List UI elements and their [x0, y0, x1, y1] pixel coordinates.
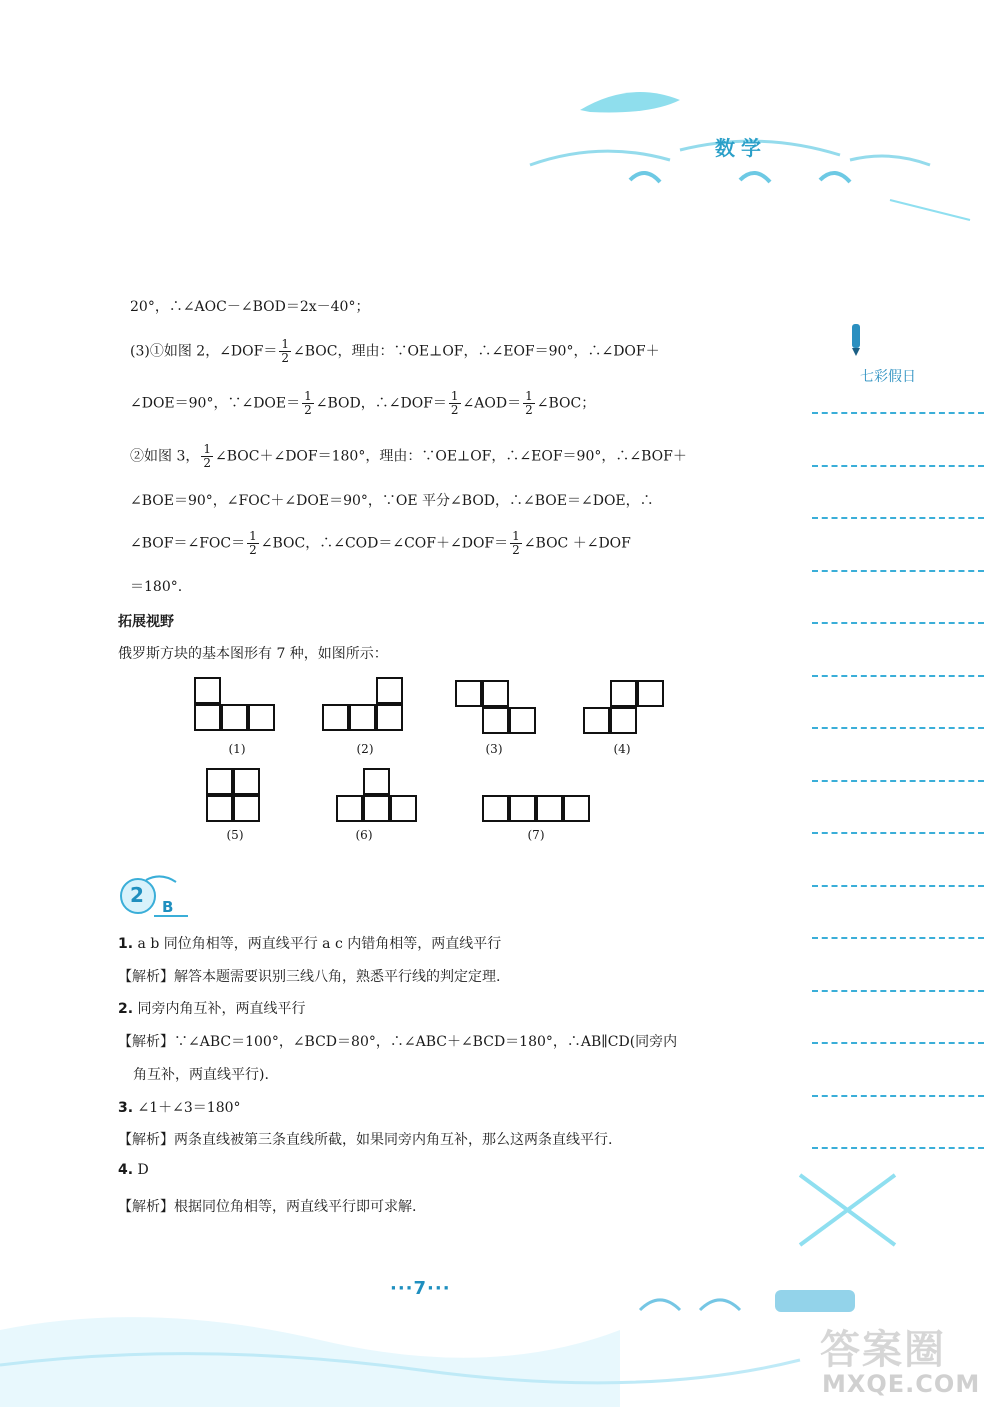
analysis-line: 【解析】根据同位角相等，两直线平行即可求解. — [118, 1199, 417, 1215]
note-line — [812, 570, 984, 572]
badge-number: 2 — [130, 883, 144, 907]
figure-label: (7) — [527, 828, 545, 842]
solution-line: ＝180°. — [130, 579, 183, 595]
analysis-line: 【解析】∵∠ABC＝100°，∠BCD＝80°，∴∠ABC＋∠BCD＝180°，∴AB∥CD(同旁内 — [118, 1034, 678, 1050]
note-line — [812, 990, 984, 992]
note-line — [812, 517, 984, 519]
note-line — [812, 885, 984, 887]
badge-letter: B — [162, 898, 174, 916]
figure-label: (1) — [228, 742, 246, 756]
watermark-url: MXQE.COM — [822, 1370, 981, 1398]
solution-line: 20°，∴∠AOC－∠BOD＝2x－40°； — [130, 299, 370, 315]
note-line — [812, 1147, 984, 1149]
page-number: ···7··· — [390, 1278, 451, 1299]
sidebar-brand: 七彩假日 — [860, 369, 916, 385]
solution-line: (3)①如图 2，∠DOF＝ $\frac{1}{2}$ ∠BOC，理由：∵OE⊥OF，∴∠EOF＝90°，∴∠DOF＋ — [130, 337, 660, 365]
note-line — [812, 465, 984, 467]
analysis-line: 【解析】两条直线被第三条直线所截，如果同旁内角互补，那么这两条直线平行. — [118, 1132, 613, 1148]
note-line — [812, 832, 984, 834]
note-line — [812, 412, 984, 414]
fraction: $\frac{1}{2}$ — [512, 529, 520, 557]
figure-label: (4) — [613, 742, 631, 756]
section-title: 拓展视野 — [118, 614, 174, 630]
note-line — [812, 780, 984, 782]
extension-intro: 俄罗斯方块的基本图形有 7 种，如图所示： — [118, 646, 388, 662]
fraction: $\frac{1}{2}$ — [281, 337, 289, 365]
answer-line: 1. a b 同位角相等，两直线平行 a c 内错角相等，两直线平行 — [118, 936, 502, 952]
figure-label: (3) — [485, 742, 503, 756]
pencil-icon — [846, 322, 866, 358]
solution-line: ∠BOE＝90°，∠FOC＋∠DOE＝90°，∵OE 平分∠BOD，∴∠BOE＝∠DOE，∴ — [130, 493, 654, 509]
analysis-line: 角互补，两直线平行). — [133, 1067, 269, 1083]
solution-line: ∠DOE＝90°，∵∠DOE＝ $\frac{1}{2}$ ∠BOD，∴∠DOF＝ $\frac{1}{2}$ ∠AOD＝ $\frac{1}{2}$ ∠BOC； — [130, 389, 596, 417]
watermark-logo: 答案圈 — [820, 1327, 946, 1373]
fraction: $\frac{1}{2}$ — [450, 389, 459, 417]
figure-label: (6) — [355, 828, 373, 842]
fraction: $\frac{1}{2}$ — [304, 389, 312, 417]
fraction: $\frac{1}{2}$ — [525, 389, 533, 417]
answer-line: 2. 同旁内角互补，两直线平行 — [118, 1001, 306, 1017]
fraction: $\frac{1}{2}$ — [203, 442, 211, 470]
solution-line: ②如图 3， $\frac{1}{2}$ ∠BOC＋∠DOF＝180°，理由：∵OE⊥OF，∴∠EOF＝90°，∴∠BOF＋ — [130, 442, 687, 470]
answer-line: 3. ∠1＋∠3＝180° — [118, 1100, 241, 1116]
note-line — [812, 937, 984, 939]
header-subject: 数学 — [715, 136, 767, 160]
note-line — [812, 622, 984, 624]
note-line — [812, 675, 984, 677]
answer-line: 4. D — [118, 1162, 149, 1178]
note-line — [812, 1095, 984, 1097]
analysis-line: 【解析】解答本题需要识别三线八角，熟悉平行线的判定定理. — [118, 969, 501, 985]
fraction: $\frac{1}{2}$ — [249, 529, 257, 557]
scissors-decoration — [795, 1165, 905, 1255]
section-badge-icon — [116, 868, 192, 920]
figure-label: (5) — [226, 828, 244, 842]
note-line — [812, 1042, 984, 1044]
figure-label: (2) — [356, 742, 374, 756]
solution-line: ∠BOF＝∠FOC＝ $\frac{1}{2}$ ∠BOC，∴∠COD＝∠COF＋∠DOF＝ $\frac{1}{2}$ ∠BOC ＋∠DOF — [130, 529, 631, 557]
note-line — [812, 727, 984, 729]
